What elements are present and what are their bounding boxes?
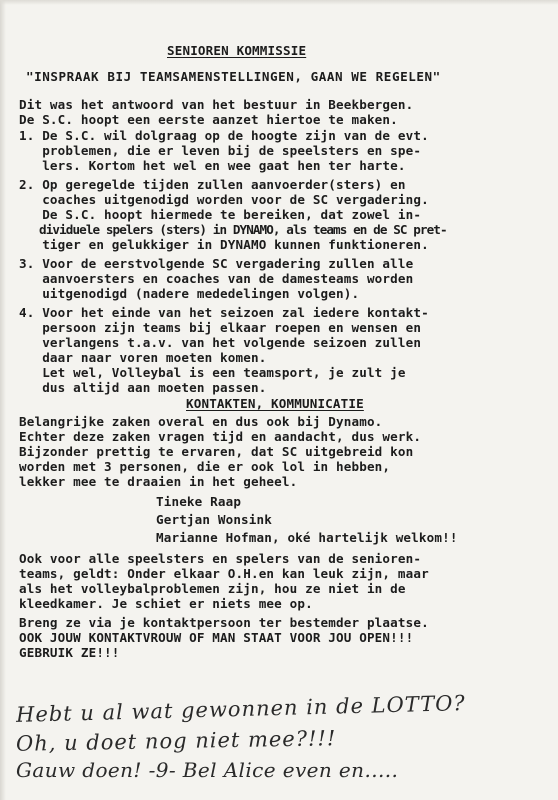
- point-4-line: daar naar voren moeten komen.: [19, 350, 267, 365]
- section-body-line: Bijzonder prettig te ervaren, dat SC uitgebreid kon: [19, 444, 414, 459]
- section-body-line: lekker mee te draaien in het geheel.: [19, 474, 298, 489]
- closing-line: GEBRUIK ZE!!!: [19, 645, 120, 660]
- section-heading: KONTAKTEN, KOMMUNICATIE: [186, 396, 364, 411]
- handwritten-note: Hebt u al wat gewonnen in de LOTTO?: [15, 691, 466, 727]
- intro-line: De S.C. hoopt een eerste aanzet hiertoe te maken.: [19, 112, 398, 127]
- handwritten-note: Gauw doen! -9- Bel Alice even en.....: [16, 758, 399, 782]
- closing-line: als het volleybalproblemen zijn, hou ze niet in de: [19, 581, 406, 596]
- closing-line: teams, geldt: Onder elkaar O.H.en kan leuk zijn, maar: [19, 566, 429, 581]
- member-name: Marianne Hofman, oké hartelijk welkom!!: [156, 530, 458, 545]
- closing-line: kleedkamer. Je schiet er niets mee op.: [19, 596, 313, 611]
- section-body-line: Echter deze zaken vragen tijd en aandacht, dus werk.: [19, 429, 422, 444]
- point-4-line: verlangens t.a.v. van het volgende seizoen zullen: [19, 335, 422, 350]
- point-2-line: coaches uitgenodigd worden voor de SC vergadering.: [19, 192, 429, 207]
- point-2-line: dividuele spelers (sters) in DYNAMO, als teams en de SC pret-: [19, 222, 447, 237]
- document-subtitle: "INSPRAAK BIJ TEAMSAMENSTELLINGEN, GAAN WE REGELEN": [26, 69, 441, 84]
- member-name: Tineke Raap: [156, 494, 242, 509]
- point-1-line: problemen, die er leven bij de speelsters en spe-: [19, 143, 422, 158]
- intro-line: Dit was het antwoord van het bestuur in Beekbergen.: [19, 97, 414, 112]
- point-2-line: 2. Op geregelde tijden zullen aanvoerder(sters) en: [19, 177, 406, 192]
- section-body-line: worden met 3 personen, die er ook lol in hebben,: [19, 459, 391, 474]
- section-body-line: Belangrijke zaken overal en dus ook bij Dynamo.: [19, 414, 383, 429]
- handwritten-note: Oh, u doet nog niet mee?!!!: [15, 726, 337, 756]
- document-title: SENIOREN KOMMISSIE: [167, 43, 307, 58]
- point-4-line: dus altijd aan moeten passen.: [19, 380, 267, 395]
- point-4-line: Let wel, Volleybal is een teamsport, je zult je: [19, 365, 406, 380]
- point-1-line: 1. De S.C. wil dolgraag op de hoogte zijn van de evt.: [19, 128, 429, 143]
- page-top-shadow: [0, 0, 558, 5]
- point-4-line: persoon zijn teams bij elkaar roepen en wensen en: [19, 320, 422, 335]
- closing-line: Ook voor alle speelsters en spelers van de senioren-: [19, 551, 422, 566]
- point-4-line: 4. Voor het einde van het seizoen zal iedere kontakt-: [19, 305, 429, 320]
- point-3-line: 3. Voor de eerstvolgende SC vergadering zullen alle: [19, 256, 414, 271]
- point-2-line: De S.C. hoopt hiermede te bereiken, dat zowel in-: [19, 207, 422, 222]
- point-1-line: lers. Kortom het wel en wee gaat hen ter harte.: [19, 158, 406, 173]
- closing-line: OOK JOUW KONTAKTVROUW OF MAN STAAT VOOR JOU OPEN!!!: [19, 630, 414, 645]
- page-edge-shadow: [0, 0, 6, 800]
- member-name: Gertjan Wonsink: [156, 512, 272, 527]
- point-3-line: aanvoersters en coaches van de damesteams worden: [19, 271, 414, 286]
- point-3-line: uitgenodigd (nadere mededelingen volgen).: [19, 286, 360, 301]
- point-2-line: tiger en gelukkiger in DYNAMO kunnen funktioneren.: [19, 237, 429, 252]
- closing-line: Breng ze via je kontaktpersoon ter bestemder plaatse.: [19, 615, 429, 630]
